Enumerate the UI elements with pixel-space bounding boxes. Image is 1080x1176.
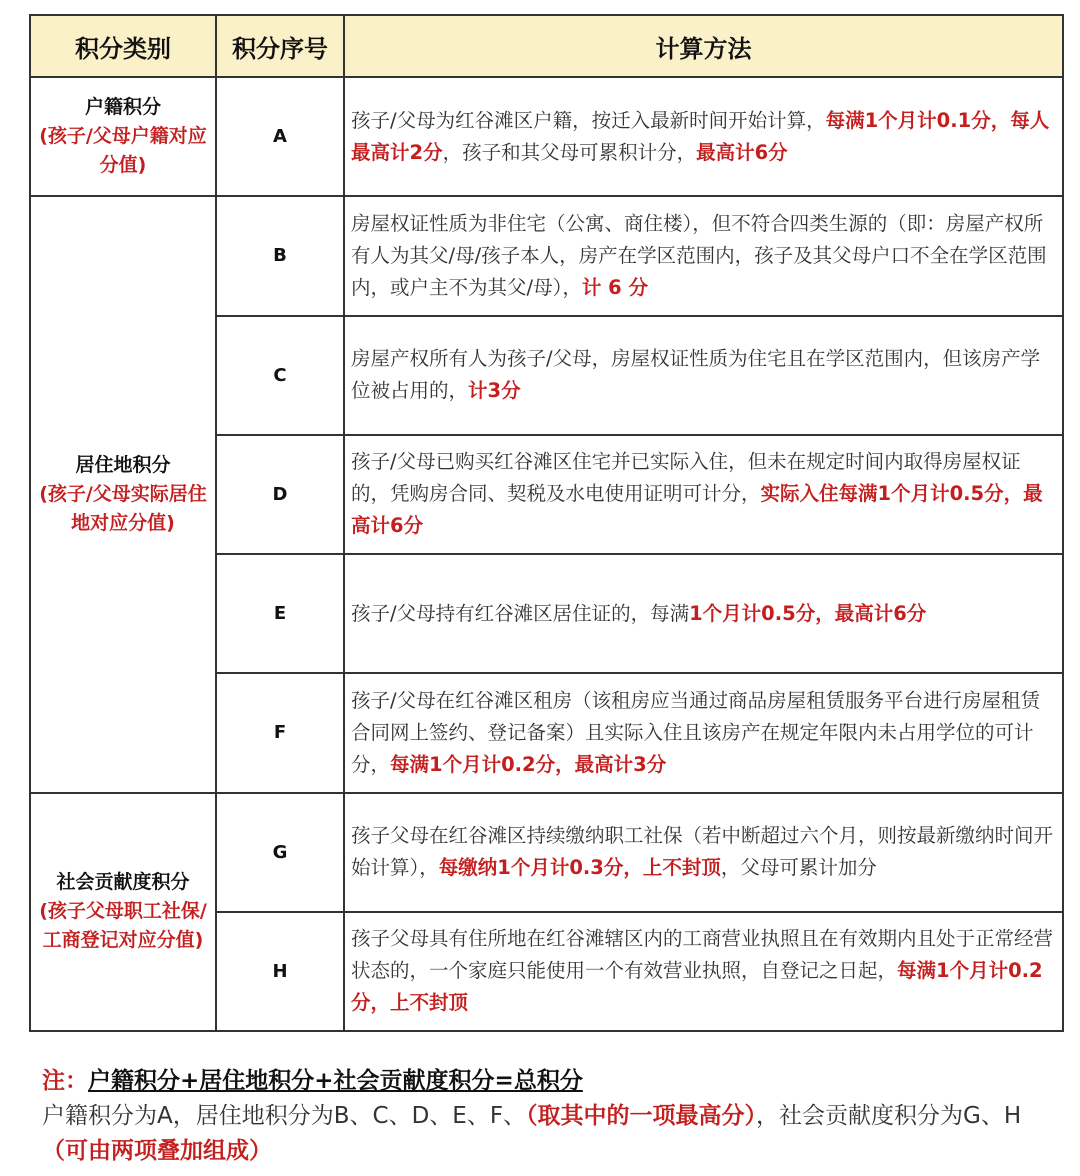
row-method	[344, 316, 1063, 435]
points-table	[29, 14, 1064, 1032]
method-text: ，父母可累计加分	[720, 856, 877, 880]
method-text: 孩子父母具有住所地在红谷滩辖区内的工商营业执照且在有效期内且处于正常经营状态的，一个家庭只能使用一个有效营业执照，自登记之日起，	[351, 927, 1054, 983]
category-residence	[30, 196, 216, 792]
method-highlight: 计 6 分	[581, 275, 648, 299]
category-title: 户籍积分	[84, 96, 161, 119]
header-row	[30, 15, 1063, 77]
table-row	[30, 196, 1063, 315]
note-text: ，社会贡献度积分为G、H	[756, 1103, 1022, 1129]
method-highlight: 每满1个月计0.2分，最高计3分	[390, 752, 667, 776]
category-note: (孩子/父母实际居住地对应分值)	[39, 482, 207, 534]
row-code: E	[216, 554, 344, 673]
method-text: 孩子父母在红谷滩区持续缴纳职工社保（若中断超过六个月，则按最新缴纳时间开始计算），	[351, 824, 1054, 880]
note-detail-line	[42, 1099, 1062, 1169]
row-code: D	[216, 435, 344, 554]
method-text: 房屋产权所有人为孩子/父母，房屋权证性质为住宅且在学区范围内，但该房产学位被占用的，	[351, 347, 1041, 403]
row-code: C	[216, 316, 344, 435]
row-code: A	[216, 77, 344, 196]
category-note: (孩子/父母户籍对应分值)	[39, 125, 207, 177]
row-method	[344, 673, 1063, 792]
table-row	[30, 793, 1063, 912]
method-highlight: 最高计6分	[696, 140, 788, 164]
row-method	[344, 554, 1063, 673]
category-title: 社会贡献度积分	[56, 871, 190, 894]
category-social-contribution	[30, 793, 216, 1032]
table-row	[30, 77, 1063, 196]
method-text: 孩子/父母在红谷滩区租房（该租房应当通过商品房屋租赁服务平台进行房屋租赁合同网上签约、登记备案）且实际入住且该房产在规定年限内未占用学位的可计分，	[351, 688, 1041, 776]
row-method	[344, 77, 1063, 196]
method-text: 孩子/父母为红谷滩区户籍，按迁入最新时间开始计算，	[351, 108, 826, 132]
note-emphasis: （取其中的一项最高分）	[526, 1103, 757, 1129]
method-text: 孩子/父母持有红谷滩区居住证的，每满	[351, 601, 690, 625]
method-text: 房屋权证性质为非住宅（公寓、商住楼），但不符合四类生源的（即：房屋产权所有人为其父/母/孩子本人，房产在学区范围内，孩子及其父母户口不全在学区范围内，或户主不为其父/母），	[351, 211, 1047, 299]
row-method	[344, 912, 1063, 1031]
method-highlight: 实际入住每满1个月计0.5分，最高计6分	[351, 482, 1043, 538]
row-code: H	[216, 912, 344, 1031]
method-highlight: 每满1个月计0.2分，上不封顶	[351, 959, 1043, 1015]
category-note: (孩子父母职工社保/工商登记对应分值)	[39, 900, 207, 952]
method-highlight: 每缴纳1个月计0.3分，上不封顶	[438, 856, 721, 880]
row-method	[344, 793, 1063, 912]
category-hukou	[30, 77, 216, 196]
row-code: B	[216, 196, 344, 315]
row-method	[344, 196, 1063, 315]
note-formula: 户籍积分+居住地积分+社会贡献度积分=总积分	[88, 1068, 583, 1094]
category-title: 居住地积分	[75, 453, 171, 476]
row-code: F	[216, 673, 344, 792]
method-highlight: 每满1个月计0.1分，每人最高计2分	[351, 108, 1050, 164]
method-highlight: 1个月计0.5分，最高计6分	[689, 601, 927, 625]
row-method	[344, 435, 1063, 554]
note-formula-line	[42, 1064, 1062, 1099]
header-code: 积分序号	[216, 15, 344, 77]
note-emphasis: （可由两项叠加组成）	[42, 1138, 272, 1164]
method-text: 孩子/父母已购买红谷滩区住宅并已实际入住，但未在规定时间内取得房屋权证的，凭购房合同、契税及水电使用证明可计分，	[351, 450, 1021, 506]
method-text: ，孩子和其父母可累积计分，	[442, 140, 697, 164]
row-code: G	[216, 793, 344, 912]
notes	[42, 1064, 1062, 1169]
header-method: 计算方法	[344, 15, 1063, 77]
method-highlight: 计3分	[468, 379, 521, 403]
note-label: 注：	[42, 1068, 88, 1094]
header-category: 积分类别	[30, 15, 216, 77]
note-text: 户籍积分为A，居住地积分为B、C、D、E、F、	[42, 1103, 527, 1129]
